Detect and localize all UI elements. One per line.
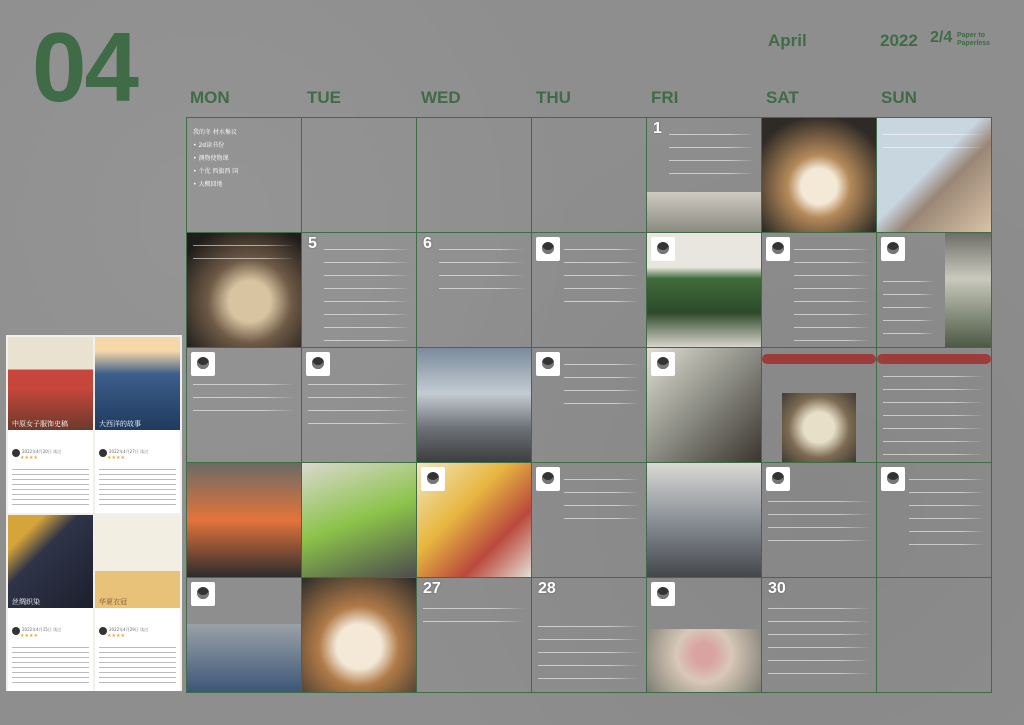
avatar-sticker-icon bbox=[881, 237, 905, 261]
cell-day-12[interactable] bbox=[302, 348, 417, 463]
goal-item: • 个优 西旗西 国 bbox=[193, 168, 239, 175]
highlight-marker bbox=[877, 354, 991, 364]
year-label: 2022 bbox=[880, 31, 918, 50]
avatar-sticker-icon bbox=[306, 352, 330, 376]
book-review bbox=[99, 643, 176, 683]
handwritten-note bbox=[324, 241, 410, 341]
day-number: 6 bbox=[423, 235, 432, 252]
weekday-thu: THU bbox=[536, 88, 571, 107]
avatar bbox=[99, 627, 107, 635]
cell-day-3[interactable] bbox=[877, 118, 992, 233]
day-number: 30 bbox=[768, 580, 786, 597]
avatar bbox=[12, 627, 20, 635]
day-number: 1 bbox=[653, 120, 662, 137]
book-cover bbox=[95, 337, 180, 430]
book-review bbox=[12, 643, 89, 683]
rating-stars: ★★★★ bbox=[107, 455, 125, 461]
book-card[interactable] bbox=[95, 337, 180, 513]
cell-day-30[interactable] bbox=[762, 578, 877, 693]
cell-empty-wed-1[interactable] bbox=[417, 118, 532, 233]
cell-day-6[interactable] bbox=[417, 233, 532, 348]
cell-day-25[interactable] bbox=[187, 578, 302, 693]
cell-day-23[interactable] bbox=[762, 463, 877, 578]
avatar-sticker-icon bbox=[881, 467, 905, 491]
avatar-sticker-icon bbox=[191, 582, 215, 606]
cell-day-11[interactable] bbox=[187, 348, 302, 463]
weekday-sun: SUN bbox=[881, 88, 917, 107]
weekday-fri: FRI bbox=[651, 88, 679, 107]
weekday-tue: TUE bbox=[307, 88, 341, 107]
cell-day-20[interactable] bbox=[417, 463, 532, 578]
avatar-sticker-icon bbox=[536, 352, 560, 376]
handwritten-note bbox=[423, 600, 525, 629]
goal-heading: 我的冬 材水集议 bbox=[193, 129, 237, 136]
cell-day-16[interactable] bbox=[762, 348, 877, 463]
calendar-grid bbox=[186, 117, 992, 693]
book-card[interactable] bbox=[95, 515, 180, 691]
rating-stars: ★★★★ bbox=[107, 633, 125, 639]
photo-dumbbells bbox=[302, 463, 416, 577]
avatar-sticker-icon bbox=[766, 467, 790, 491]
handwritten-note bbox=[564, 356, 640, 416]
goal-list bbox=[193, 126, 238, 191]
day-number: 27 bbox=[423, 580, 441, 597]
handwritten-note bbox=[883, 273, 934, 341]
read-date: 2022年4月15日 读过 bbox=[22, 627, 62, 632]
avatar-sticker-icon bbox=[651, 582, 675, 606]
avatar-sticker-icon bbox=[421, 467, 445, 491]
avatar-sticker-icon bbox=[766, 237, 790, 261]
cell-empty-thu-1[interactable] bbox=[532, 118, 647, 233]
book-panel bbox=[6, 335, 182, 691]
cell-day-21[interactable] bbox=[532, 463, 647, 578]
cell-day-9[interactable] bbox=[762, 233, 877, 348]
photo-desk bbox=[187, 463, 301, 577]
cell-day-18[interactable] bbox=[187, 463, 302, 578]
day-number: 28 bbox=[538, 580, 556, 597]
cell-day-13[interactable] bbox=[417, 348, 532, 463]
cell-day-15[interactable] bbox=[647, 348, 762, 463]
handwritten-note bbox=[794, 241, 870, 341]
brand-line-1: Paper to bbox=[957, 32, 986, 39]
handwritten-note bbox=[564, 471, 640, 531]
cell-day-8[interactable] bbox=[647, 233, 762, 348]
book-card[interactable] bbox=[8, 337, 93, 513]
highlight-marker bbox=[762, 354, 876, 364]
handwritten-note bbox=[669, 126, 755, 181]
handwritten-note bbox=[439, 241, 525, 301]
handwritten-note bbox=[883, 368, 985, 456]
cell-day-5[interactable] bbox=[302, 233, 417, 348]
book-title: 丝绸织染 bbox=[12, 598, 40, 606]
avatar-sticker-icon bbox=[651, 237, 675, 261]
handwritten-note bbox=[193, 376, 295, 411]
handwritten-note bbox=[538, 618, 640, 686]
cell-day-14[interactable] bbox=[532, 348, 647, 463]
photo-walk bbox=[187, 624, 301, 692]
rating-stars: ★★★★ bbox=[20, 633, 38, 639]
cell-day-29[interactable] bbox=[647, 578, 762, 693]
avatar bbox=[12, 449, 20, 457]
book-title: 中原女子服饰史稿 bbox=[12, 420, 68, 428]
cell-day-4[interactable] bbox=[187, 233, 302, 348]
photo-dinner bbox=[302, 578, 416, 692]
cell-empty-mon-1[interactable] bbox=[187, 118, 302, 233]
weekday-sat: SAT bbox=[766, 88, 799, 107]
book-title: 华夏衣冠 bbox=[99, 598, 127, 606]
photo-office bbox=[647, 463, 761, 577]
handwritten-note bbox=[193, 237, 295, 267]
cell-day-19[interactable] bbox=[302, 463, 417, 578]
issue-fraction: 2/4 bbox=[930, 29, 953, 46]
cell-day-1[interactable] bbox=[647, 118, 762, 233]
handwritten-note bbox=[768, 493, 870, 543]
cell-day-28[interactable] bbox=[532, 578, 647, 693]
book-title: 大西洋的故事 bbox=[99, 420, 141, 428]
goal-item: • 测物使物课 bbox=[193, 155, 229, 162]
goal-item: • 2d读书份 bbox=[193, 142, 225, 149]
avatar bbox=[99, 449, 107, 457]
cell-empty-sun-5[interactable] bbox=[877, 578, 992, 693]
book-cover bbox=[8, 337, 93, 430]
cell-day-22[interactable] bbox=[647, 463, 762, 578]
cell-day-24[interactable] bbox=[877, 463, 992, 578]
cell-day-2[interactable] bbox=[762, 118, 877, 233]
goal-item: • 大概回地 bbox=[193, 181, 223, 188]
weekday-wed: WED bbox=[421, 88, 461, 107]
cell-day-10[interactable] bbox=[877, 233, 992, 348]
cell-day-7[interactable] bbox=[532, 233, 647, 348]
avatar-sticker-icon bbox=[536, 467, 560, 491]
book-review bbox=[12, 465, 89, 505]
book-card[interactable] bbox=[8, 515, 93, 691]
photo-food bbox=[762, 118, 876, 232]
brand-logo bbox=[957, 32, 990, 47]
day-number: 5 bbox=[308, 235, 317, 252]
cell-empty-tue-1[interactable] bbox=[302, 118, 417, 233]
handwritten-note bbox=[308, 376, 410, 434]
read-date: 2022年4月27日 读过 bbox=[109, 449, 149, 454]
weekday-mon: MON bbox=[190, 88, 230, 107]
photo-room bbox=[647, 192, 761, 232]
photo-sky bbox=[417, 348, 531, 462]
avatar-sticker-icon bbox=[536, 237, 560, 261]
cell-day-17[interactable] bbox=[877, 348, 992, 463]
month-name: April bbox=[768, 31, 807, 50]
avatar-sticker-icon bbox=[191, 352, 215, 376]
cell-day-26[interactable] bbox=[302, 578, 417, 693]
handwritten-note bbox=[909, 471, 985, 549]
brand-line-2: Paperless bbox=[957, 39, 991, 47]
month-number: 04 bbox=[32, 12, 138, 122]
rating-stars: ★★★★ bbox=[20, 455, 38, 461]
read-date: 2022年4月29日 读过 bbox=[109, 627, 149, 632]
book-cover bbox=[95, 515, 180, 608]
handwritten-note bbox=[768, 600, 870, 686]
handwritten-note bbox=[564, 241, 640, 307]
avatar-sticker-icon bbox=[651, 352, 675, 376]
photo-flower bbox=[945, 233, 991, 347]
cell-day-27[interactable] bbox=[417, 578, 532, 693]
photo-meal bbox=[782, 393, 856, 462]
book-review bbox=[99, 465, 176, 505]
handwritten-note bbox=[883, 126, 985, 152]
photo-hand bbox=[647, 629, 761, 692]
read-date: 2022年4月20日 读过 bbox=[22, 449, 62, 454]
book-cover bbox=[8, 515, 93, 608]
